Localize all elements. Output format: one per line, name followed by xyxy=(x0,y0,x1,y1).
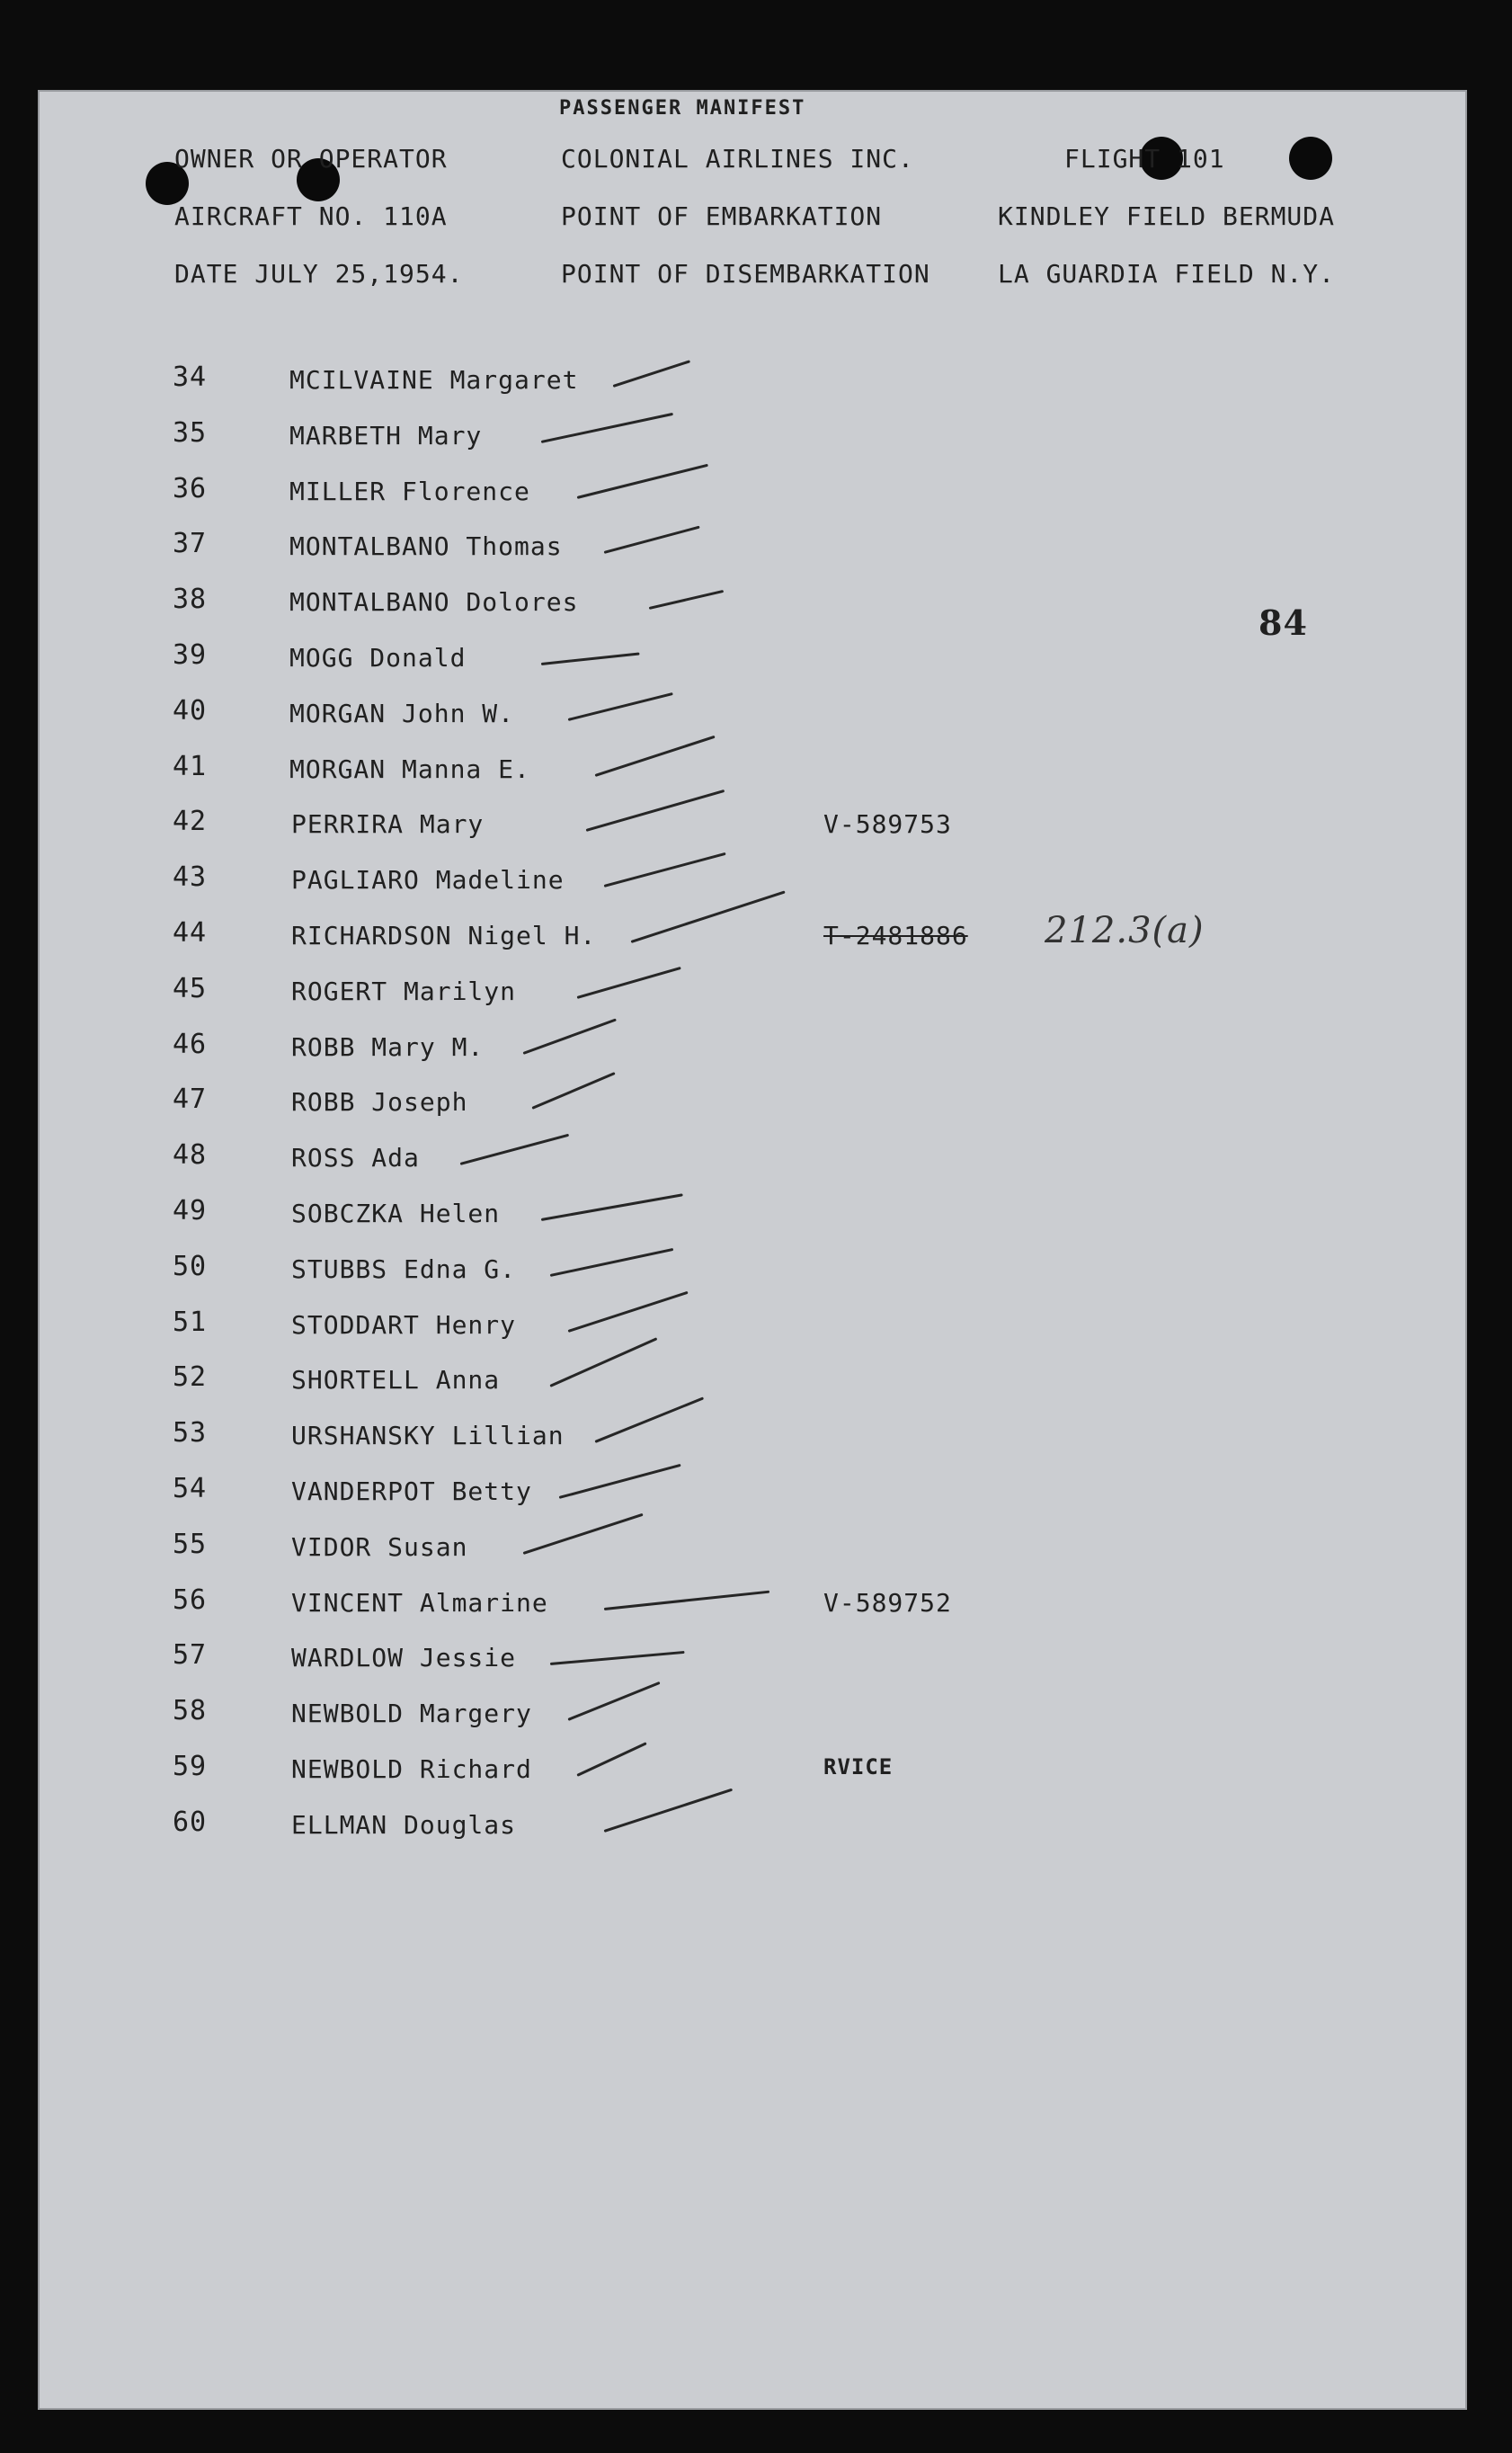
passenger-number: 41 xyxy=(173,750,208,782)
check-mark xyxy=(523,1513,644,1555)
passenger-number: 52 xyxy=(173,1361,208,1394)
check-mark xyxy=(577,463,708,498)
passenger-name: ELLMAN Douglas xyxy=(291,1809,517,1840)
passenger-name: ROGERT Marilyn xyxy=(291,976,517,1006)
header-disembarkation-label: POINT OF DISEMBARKATION xyxy=(561,259,930,289)
passenger-name: ROBB Mary M. xyxy=(291,1031,485,1062)
passenger-name: NEWBOLD Margery xyxy=(291,1699,532,1729)
passenger-name: ROBB Joseph xyxy=(291,1087,468,1118)
passenger-number: 54 xyxy=(173,1473,208,1504)
passenger-number: 37 xyxy=(173,528,208,560)
header-date: DATE JULY 25,1954. xyxy=(174,259,464,289)
check-mark xyxy=(631,890,786,942)
page-number: 84 xyxy=(1259,602,1308,643)
passenger-number: 60 xyxy=(173,1806,208,1838)
check-mark xyxy=(595,735,716,776)
passenger-number: 57 xyxy=(173,1639,208,1672)
passenger-name: MONTALBANO Thomas xyxy=(289,531,563,562)
passenger-number: 49 xyxy=(173,1195,208,1226)
check-mark xyxy=(586,789,725,832)
passenger-name: PERRIRA Mary xyxy=(291,809,485,840)
check-mark xyxy=(604,852,726,888)
passenger-number: 44 xyxy=(173,917,208,949)
header-flight: FLIGHT 101 xyxy=(1064,144,1225,174)
passenger-number: 50 xyxy=(173,1250,208,1282)
passenger-number: 42 xyxy=(173,806,208,838)
passenger-name: VIDOR Susan xyxy=(291,1531,468,1562)
passenger-name: MORGAN Manna E. xyxy=(289,754,530,784)
passenger-document-number: V-589752 xyxy=(823,1587,952,1618)
header-airline: COLONIAL AIRLINES INC. xyxy=(561,144,914,174)
passenger-number: 51 xyxy=(173,1306,208,1338)
check-mark xyxy=(550,1651,685,1665)
check-mark xyxy=(567,1681,660,1721)
passenger-name: MILLER Florence xyxy=(289,476,530,506)
check-mark xyxy=(649,590,724,610)
header-embarkation-place: KINDLEY FIELD BERMUDA xyxy=(998,201,1336,231)
passenger-number: 35 xyxy=(173,416,208,449)
passenger-document-number: T-2481886 xyxy=(823,921,968,950)
header-aircraft: AIRCRAFT NO. 110A xyxy=(174,201,448,231)
passenger-name: STUBBS Edna G. xyxy=(291,1253,517,1284)
check-mark xyxy=(559,1464,681,1499)
check-mark xyxy=(550,1248,674,1277)
passenger-name: SHORTELL Anna xyxy=(291,1365,501,1396)
passenger-name: STODDART Henry xyxy=(291,1309,517,1340)
manifest-page xyxy=(38,90,1467,2410)
passenger-number: 39 xyxy=(173,639,208,671)
check-mark xyxy=(522,1018,616,1054)
passenger-number: 55 xyxy=(173,1528,208,1560)
check-mark xyxy=(549,1338,657,1388)
passenger-number: 46 xyxy=(173,1028,208,1060)
passenger-number: 43 xyxy=(173,861,208,894)
passenger-document-number: V-589753 xyxy=(823,809,952,840)
passenger-name: URSHANSKY Lillian xyxy=(291,1421,565,1451)
passenger-number: 59 xyxy=(173,1751,208,1782)
passenger-name: RICHARDSON Nigel H. xyxy=(291,921,597,950)
punch-hole xyxy=(1289,137,1332,180)
check-mark xyxy=(541,653,640,665)
passenger-name: ROSS Ada xyxy=(291,1143,420,1173)
check-mark xyxy=(541,413,673,443)
passenger-number: 58 xyxy=(173,1695,208,1727)
header-owner-label: OWNER OR OPERATOR xyxy=(174,144,448,174)
check-mark xyxy=(568,1290,689,1332)
passenger-name: MONTALBANO Dolores xyxy=(289,587,579,618)
check-mark xyxy=(613,360,691,388)
passenger-name: WARDLOW Jessie xyxy=(291,1643,517,1673)
check-mark xyxy=(594,1397,704,1443)
passenger-document-number: RVICE xyxy=(823,1754,894,1780)
passenger-number: 36 xyxy=(173,472,208,504)
header-disembarkation-place: LA GUARDIA FIELD N.Y. xyxy=(998,259,1336,289)
check-mark xyxy=(541,1193,683,1221)
passenger-number: 47 xyxy=(173,1084,208,1116)
passenger-name: MOGG Donald xyxy=(289,643,467,673)
passenger-number: 48 xyxy=(173,1139,208,1172)
passenger-number: 34 xyxy=(173,361,208,393)
passenger-name: MARBETH Mary xyxy=(289,420,483,450)
check-mark xyxy=(531,1072,615,1110)
passenger-name: PAGLIARO Madeline xyxy=(291,865,565,896)
passenger-name: VANDERPOT Betty xyxy=(291,1476,532,1506)
passenger-name: VINCENT Almarine xyxy=(291,1587,548,1618)
check-mark xyxy=(576,1742,646,1777)
manifest-title: PASSENGER MANIFEST xyxy=(559,97,806,120)
passenger-name: NEWBOLD Richard xyxy=(291,1754,532,1784)
passenger-number: 56 xyxy=(173,1583,208,1616)
passenger-name: MORGAN John W. xyxy=(289,698,515,728)
passenger-number: 40 xyxy=(173,694,208,727)
check-mark xyxy=(604,1590,769,1610)
check-mark xyxy=(568,692,673,721)
check-mark xyxy=(604,526,700,554)
header-embarkation-label: POINT OF EMBARKATION xyxy=(561,201,883,231)
check-mark xyxy=(577,967,681,999)
passenger-name: SOBCZKA Helen xyxy=(291,1199,501,1228)
passenger-name: MCILVAINE Margaret xyxy=(289,365,579,395)
check-mark xyxy=(460,1134,570,1165)
handwritten-annotation: 212.3(a) xyxy=(1045,910,1205,951)
passenger-number: 53 xyxy=(173,1417,208,1450)
passenger-number: 38 xyxy=(173,584,208,616)
check-mark xyxy=(604,1788,734,1833)
passenger-number: 45 xyxy=(173,972,208,1004)
